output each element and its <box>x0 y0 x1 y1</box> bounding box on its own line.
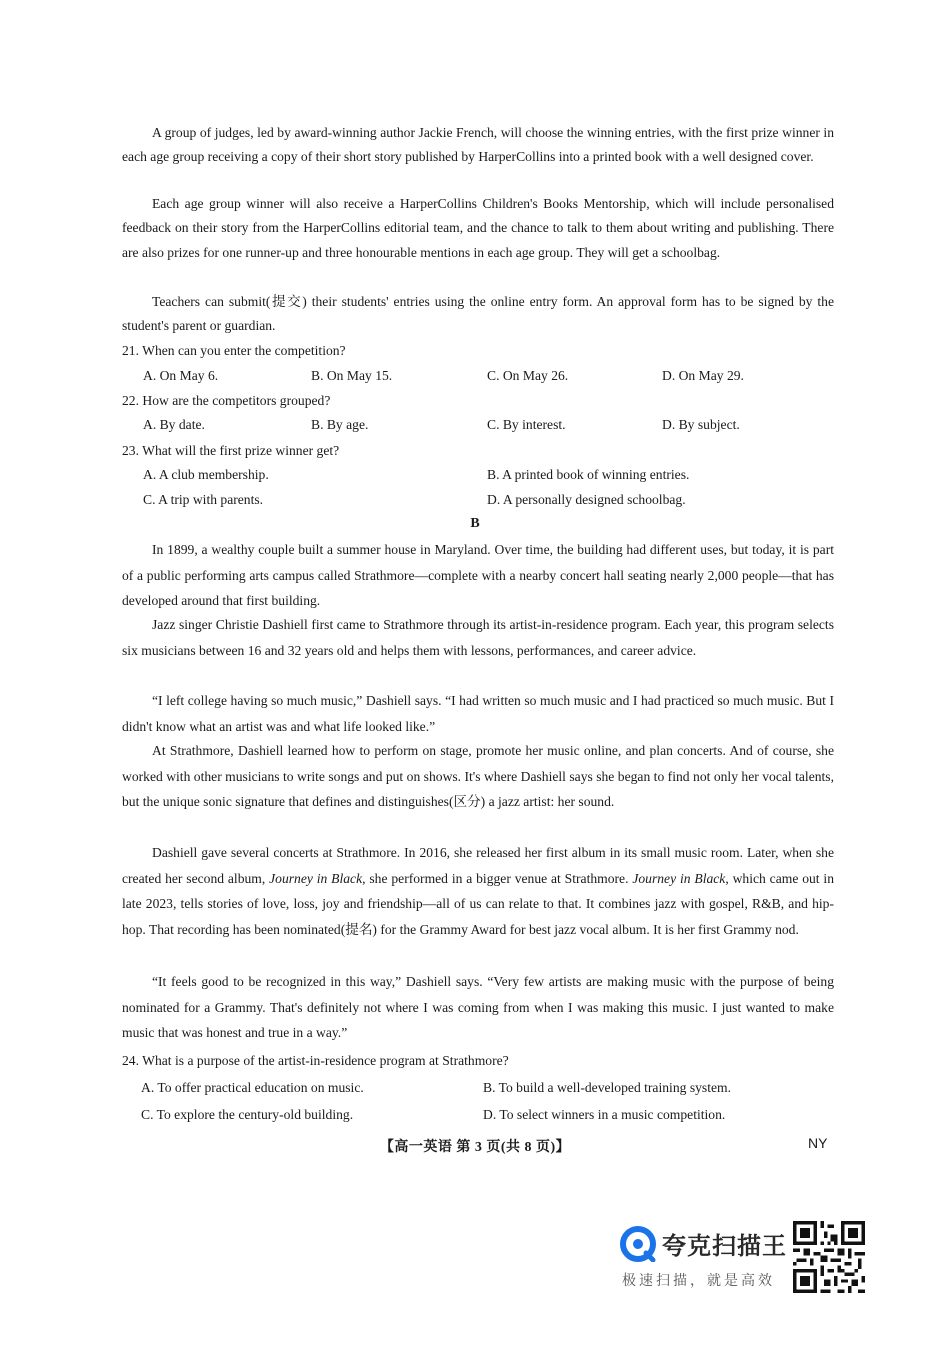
scanner-logo-icon <box>620 1226 656 1262</box>
q21-option-b: B. On May 15. <box>311 368 393 383</box>
q24-option-b: B. To build a well-developed training system. <box>483 1080 731 1095</box>
q24-option-a: A. To offer practical education on music. <box>141 1080 364 1095</box>
q23-option-b: B. A printed book of winning entries. <box>487 467 690 482</box>
passage-b-paragraph-4: At Strathmore, Dashiell learned how to perform on stage, promote her music online, and plan concerts. And of course, she worked with other musicians to write songs and put on shows. It's where Dashiell says she began to find not only her vocal talents, but the unique sonic signature that defines and distinguishes(区分) a jazz artist: her sound. <box>122 743 834 810</box>
q23-option-a: A. A club membership. <box>143 467 269 482</box>
passage-b-paragraph-3: “I left college having so much music,” Dashiell says. “I had written so much music and I had practiced so much music. But I didn't know what an artist was and what life looked like.” <box>122 693 834 734</box>
page-footer: 【高一英语 第 3 页(共 8 页)】 <box>379 1140 571 1155</box>
q22-option-a: A. By date. <box>143 417 205 432</box>
paragraph-5-part-2: , she performed in a bigger venue at Strathmore. <box>362 870 633 886</box>
passage-a-paragraph-3: Teachers can submit(提交) their students' entries using the online entry form. An approval form has to be signed by the student's parent or guardian. <box>122 294 834 334</box>
passage-b-paragraph-6: “It feels good to be recognized in this way,” Dashiell says. “Very few artists are making music with the purpose of being nominated for a Grammy. That's definitely not where I was coming from when I was making this music. I just wanted to make music that was honest and true in a way.” <box>122 974 834 1041</box>
album-title: Journey in Black <box>269 870 363 886</box>
album-title-repeat: Journey in Black <box>632 870 726 886</box>
q24-option-d: D. To select winners in a music competition. <box>483 1107 726 1122</box>
question-23-stem: 23. What will the first prize winner get? <box>122 443 340 458</box>
q22-option-d: D. By subject. <box>662 417 740 432</box>
scanner-watermark <box>620 1224 790 1294</box>
q23-option-c: C. A trip with parents. <box>143 492 264 507</box>
question-24-stem: 24. What is a purpose of the artist-in-residence program at Strathmore? <box>122 1053 509 1068</box>
qr-code-icon <box>793 1221 865 1293</box>
q21-option-d: D. On May 29. <box>662 368 744 383</box>
passage-b-paragraph-2: Jazz singer Christie Dashiell first came to Strathmore through its artist-in-residence program. Each year, this program selects six musicians between 16 and 32 years old and helps them with lessons, performances, and career advice. <box>122 617 834 658</box>
question-21-stem: 21. When can you enter the competition? <box>122 343 346 358</box>
q22-option-c: C. By interest. <box>487 417 566 432</box>
paper-code: NY <box>808 1135 828 1151</box>
scanner-app-name: 夸克扫描王 <box>662 1232 787 1260</box>
passage-b-paragraph-1: In 1899, a wealthy couple built a summer house in Maryland. Over time, the building had different uses, but today, it is part of a public performing arts campus called Strathmore—complete with a nearby concert hall seating nearly 2,000 people—that has developed around that first building. <box>122 542 834 609</box>
q23-option-d: D. A personally designed schoolbag. <box>487 492 686 507</box>
passage-a-paragraph-1: A group of judges, led by award-winning author Jackie French, will choose the winning entries, with the first prize winner in each age group receiving a copy of their short story published by HarperCollins into a printed book with a well designed cover. <box>122 125 834 165</box>
scanner-slogan: 极速扫描，就是高效 <box>622 1273 775 1289</box>
passage-a-paragraph-2: Each age group winner will also receive a HarperCollins Children's Books Mentorship, which will include personalised feedback on their story from the HarperCollins editorial team, and the chance to talk to them about writing and publishing. There are also prizes for one runner-up and three honourable mentions in each age group. They will get a schoolbag. <box>122 196 834 260</box>
q21-option-a: A. On May 6. <box>143 368 219 383</box>
paragraph-5-part-1: Dashiell gave several concerts at Strathmore. In 2016, she released her first album in its small music room. Later, when she created her second album, <box>122 845 834 886</box>
section-b-title: B <box>470 516 480 531</box>
q22-option-b: B. By age. <box>311 417 369 432</box>
question-22-stem: 22. How are the competitors grouped? <box>122 393 331 408</box>
q24-option-c: C. To explore the century-old building. <box>141 1107 354 1122</box>
passage-b-paragraph-5 <box>122 840 834 942</box>
q21-option-c: C. On May 26. <box>487 368 569 383</box>
paragraph-5-part-3: , which came out in late 2023, tells stories of love, loss, joy and friendship—all of us can relate to that. It combines jazz with gospel, R&B, and hip-hop. That recording has been nominated(提名) for the Grammy Award for best jazz vocal album. It is her first Grammy nod. <box>122 870 835 937</box>
